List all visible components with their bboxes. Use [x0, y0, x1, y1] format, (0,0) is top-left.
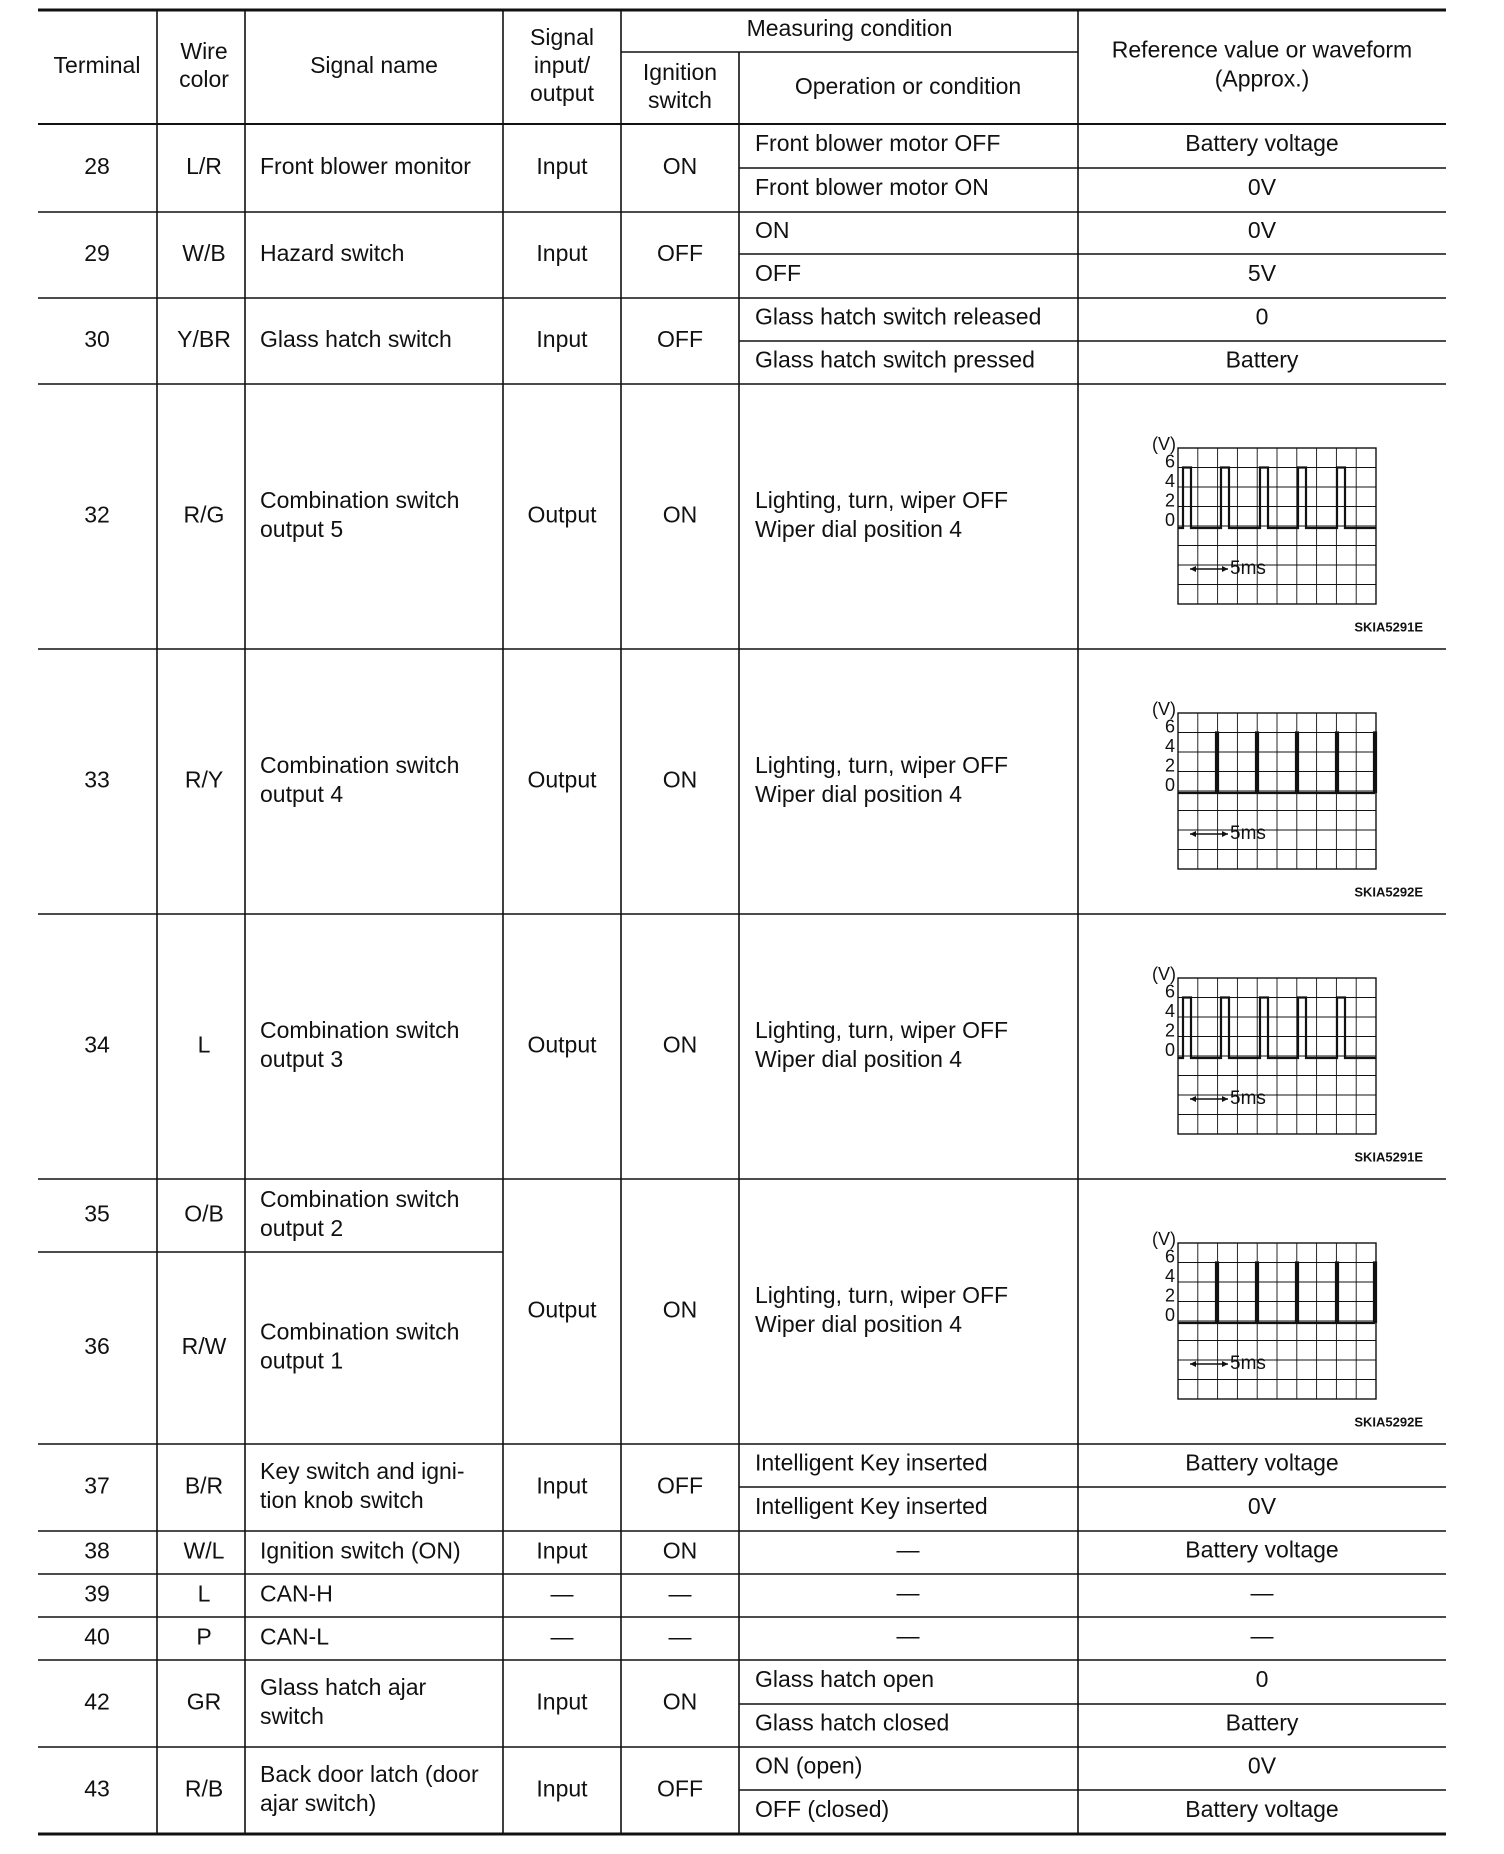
operation-condition: Lighting, turn, wiper OFF — [755, 487, 1009, 514]
signal-name: output 2 — [260, 1215, 344, 1242]
signal-name: CAN-H — [260, 1580, 333, 1607]
operation-condition: Wiper dial position 4 — [755, 1046, 963, 1073]
time-scale-arrowhead — [1222, 1096, 1228, 1102]
reference-value: Battery — [1225, 1709, 1299, 1736]
header-signal-io: Signal — [530, 24, 594, 51]
wire-color: GR — [186, 1688, 222, 1715]
operation-condition: Intelligent Key inserted — [755, 1449, 988, 1476]
wire-color: L — [197, 1580, 211, 1607]
signal-name: tion knob switch — [260, 1487, 424, 1514]
wire-color: P — [196, 1623, 212, 1650]
terminal-number: 43 — [84, 1775, 110, 1802]
waveform-y-tick: 6 — [1164, 716, 1175, 737]
operation-condition: Wiper dial position 4 — [755, 516, 963, 543]
header-reference: Reference value or waveform — [1111, 36, 1413, 63]
signal-io: Input — [536, 326, 588, 353]
wire-color: R/Y — [184, 766, 224, 793]
reference-value: Battery voltage — [1185, 1536, 1339, 1563]
signal-name: Combination switch — [260, 752, 460, 779]
reference-value: 0 — [1255, 1666, 1269, 1693]
header-ignition-switch: Ignition — [642, 59, 718, 86]
waveform-graph — [1152, 434, 1423, 635]
signal-io: Input — [536, 1472, 588, 1499]
waveform-y-tick: 4 — [1164, 1000, 1175, 1021]
waveform-y-tick: 0 — [1164, 774, 1175, 795]
figure-code: SKIA5292E — [1354, 1414, 1423, 1430]
waveform-graph — [1152, 964, 1423, 1165]
signal-name: ajar switch) — [260, 1790, 377, 1817]
terminal-number: 34 — [84, 1031, 110, 1058]
terminal-number: 39 — [84, 1580, 110, 1607]
header-operation: Operation or condition — [794, 73, 1022, 100]
ignition-switch: ON — [662, 153, 698, 180]
operation-condition: Glass hatch switch released — [755, 303, 1042, 330]
reference-value: — — [1250, 1579, 1274, 1606]
ignition-switch: OFF — [657, 1775, 703, 1802]
header-terminal: Terminal — [53, 52, 141, 79]
operation-condition: Front blower motor ON — [755, 174, 989, 201]
signal-name: Glass hatch ajar — [260, 1674, 427, 1701]
ignition-switch: ON — [662, 1537, 698, 1564]
signal-name: Glass hatch switch — [260, 326, 452, 353]
terminal-number: 33 — [84, 766, 110, 793]
wire-color: B/R — [184, 1472, 224, 1499]
table-text — [54, 15, 1413, 1822]
operation-condition: Wiper dial position 4 — [755, 781, 963, 808]
reference-value: Battery voltage — [1185, 1796, 1339, 1823]
operation-condition: — — [896, 1622, 920, 1649]
waveform-unit-label: (V) — [1152, 433, 1176, 454]
ignition-switch: OFF — [657, 240, 703, 267]
operation-condition: Intelligent Key inserted — [755, 1493, 988, 1520]
wire-color: W/B — [182, 240, 226, 267]
signal-io: Input — [536, 1775, 588, 1802]
waveform-y-tick: 4 — [1164, 735, 1175, 756]
waveform-graphs — [1152, 434, 1423, 1430]
operation-condition: ON — [755, 217, 790, 244]
terminal-number: 36 — [84, 1333, 110, 1360]
signal-name: Combination switch — [260, 1186, 460, 1213]
waveform-unit-label: (V) — [1152, 698, 1176, 719]
wire-color: L — [197, 1031, 211, 1058]
signal-io: Output — [527, 766, 597, 793]
terminal-number: 28 — [84, 153, 110, 180]
wire-color: O/B — [184, 1200, 224, 1227]
time-scale-arrowhead — [1222, 566, 1228, 572]
operation-condition: — — [896, 1579, 920, 1606]
time-scale-arrowhead — [1190, 1361, 1196, 1367]
reference-value: 5V — [1247, 260, 1277, 287]
waveform-y-tick: 0 — [1164, 1304, 1175, 1325]
signal-io: Input — [536, 1537, 588, 1564]
wire-color: L/R — [186, 153, 222, 180]
header-signal-io: input/ — [533, 52, 591, 79]
operation-condition: Lighting, turn, wiper OFF — [755, 1017, 1009, 1044]
operation-condition: Glass hatch closed — [755, 1709, 950, 1736]
terminal-number: 38 — [84, 1537, 110, 1564]
reference-value: 0V — [1247, 217, 1277, 244]
time-scale-label: 5ms — [1230, 558, 1266, 580]
time-scale-arrowhead — [1190, 831, 1196, 837]
waveform-y-tick: 4 — [1164, 1265, 1175, 1286]
header-signal-io: output — [530, 80, 594, 107]
reference-value: 0 — [1255, 303, 1269, 330]
terminal-number: 29 — [84, 240, 110, 267]
ignition-switch: OFF — [657, 326, 703, 353]
ignition-switch: OFF — [657, 1472, 703, 1499]
signal-name: Key switch and igni- — [260, 1458, 465, 1485]
signal-io: Output — [527, 1031, 597, 1058]
signal-io: Input — [536, 1688, 588, 1715]
signal-name: switch — [260, 1703, 324, 1730]
signal-name: Front blower monitor — [260, 153, 471, 180]
terminal-number: 37 — [84, 1472, 110, 1499]
signal-name: output 3 — [260, 1046, 344, 1073]
wire-color: R/G — [183, 501, 225, 528]
header-reference: (Approx.) — [1214, 65, 1310, 92]
signal-name: Ignition switch (ON) — [260, 1537, 461, 1564]
reference-value: Battery voltage — [1185, 1449, 1339, 1476]
terminal-number: 35 — [84, 1200, 110, 1227]
signal-name: CAN-L — [260, 1623, 330, 1650]
signal-io: Output — [527, 501, 597, 528]
ignition-switch: ON — [662, 501, 698, 528]
operation-condition: Glass hatch switch pressed — [755, 346, 1035, 373]
reference-value: 0V — [1247, 1752, 1277, 1779]
reference-value: Battery — [1225, 346, 1299, 373]
terminal-number: 32 — [84, 501, 110, 528]
ignition-switch: — — [668, 1623, 692, 1650]
signal-name: Back door latch (door — [260, 1761, 479, 1788]
signal-name: output 1 — [260, 1347, 344, 1374]
signal-io: Output — [527, 1296, 597, 1323]
operation-condition: Lighting, turn, wiper OFF — [755, 1282, 1009, 1309]
waveform-unit-label: (V) — [1152, 963, 1176, 984]
terminal-number: 42 — [84, 1688, 110, 1715]
signal-io: — — [550, 1623, 574, 1650]
waveform-y-tick: 2 — [1164, 1285, 1175, 1306]
ignition-switch: ON — [662, 1688, 698, 1715]
signal-io: Input — [536, 240, 588, 267]
operation-condition: Wiper dial position 4 — [755, 1311, 963, 1338]
wire-color: R/W — [181, 1333, 227, 1360]
waveform-y-tick: 0 — [1164, 1039, 1175, 1060]
signal-name: output 5 — [260, 516, 344, 543]
waveform-y-tick: 2 — [1164, 1020, 1175, 1041]
header-measuring-condition: Measuring condition — [746, 15, 953, 42]
waveform-graph — [1152, 1229, 1423, 1430]
time-scale-label: 5ms — [1230, 823, 1266, 845]
reference-value: — — [1250, 1622, 1274, 1649]
waveform-unit-label: (V) — [1152, 1228, 1176, 1249]
signal-io: Input — [536, 153, 588, 180]
time-scale-arrowhead — [1222, 1361, 1228, 1367]
ignition-switch: — — [668, 1580, 692, 1607]
ignition-switch: ON — [662, 1296, 698, 1323]
wire-color: W/L — [183, 1537, 225, 1564]
header-wire-color: color — [179, 66, 229, 93]
header-wire-color: Wire — [180, 38, 228, 65]
time-scale-label: 5ms — [1230, 1088, 1266, 1110]
ignition-switch: ON — [662, 1031, 698, 1058]
operation-condition: Front blower motor OFF — [755, 130, 1001, 157]
time-scale-label: 5ms — [1230, 1353, 1266, 1375]
waveform-y-tick: 6 — [1164, 981, 1175, 1002]
operation-condition: Lighting, turn, wiper OFF — [755, 752, 1009, 779]
operation-condition: OFF (closed) — [755, 1796, 890, 1823]
waveform-y-tick: 2 — [1164, 490, 1175, 511]
time-scale-arrowhead — [1222, 831, 1228, 837]
operation-condition: Glass hatch open — [755, 1666, 935, 1693]
terminal-number: 40 — [84, 1623, 110, 1650]
signal-name: output 4 — [260, 781, 344, 808]
signal-name: Combination switch — [260, 487, 460, 514]
operation-condition: OFF — [755, 260, 801, 287]
header-signal-name: Signal name — [310, 52, 438, 79]
reference-value: 0V — [1247, 174, 1277, 201]
signal-name: Hazard switch — [260, 240, 405, 267]
operation-condition: — — [896, 1536, 920, 1563]
signal-io: — — [550, 1580, 574, 1607]
reference-value: Battery voltage — [1185, 130, 1339, 157]
time-scale-arrowhead — [1190, 566, 1196, 572]
signal-name: Combination switch — [260, 1017, 460, 1044]
waveform-y-tick: 2 — [1164, 755, 1175, 776]
waveform-y-tick: 6 — [1164, 1246, 1175, 1267]
ignition-switch: ON — [662, 766, 698, 793]
wire-color: Y/BR — [177, 326, 231, 353]
operation-condition: ON (open) — [755, 1752, 863, 1779]
figure-code: SKIA5291E — [1354, 1149, 1423, 1165]
signal-name: Combination switch — [260, 1318, 460, 1345]
figure-code: SKIA5291E — [1354, 619, 1423, 635]
waveform-y-tick: 4 — [1164, 470, 1175, 491]
wire-color: R/B — [184, 1775, 224, 1802]
header-ignition-switch: switch — [648, 87, 712, 114]
time-scale-arrowhead — [1190, 1096, 1196, 1102]
waveform-y-tick: 0 — [1164, 509, 1175, 530]
waveform-graph — [1152, 699, 1423, 900]
figure-code: SKIA5292E — [1354, 884, 1423, 900]
reference-value: 0V — [1247, 1493, 1277, 1520]
waveform-y-tick: 6 — [1164, 451, 1175, 472]
terminal-number: 30 — [84, 326, 110, 353]
